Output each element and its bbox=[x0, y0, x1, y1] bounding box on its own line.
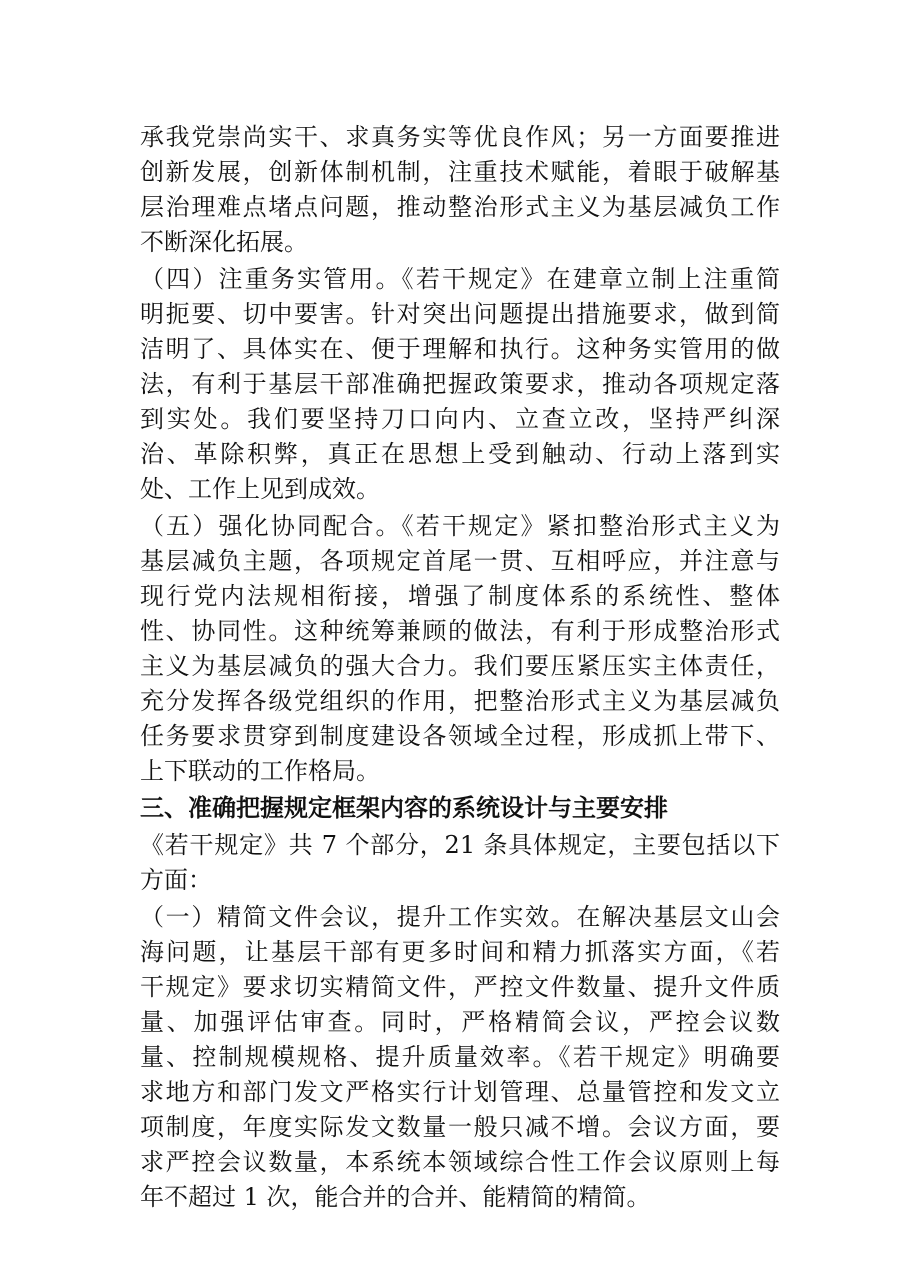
paragraph-section-1 bbox=[140, 900, 780, 1215]
text-line: 创新发展，创新体制机制，注重技术赋能，着眼于破解基 bbox=[140, 158, 780, 186]
text-line: 充分发挥各级党组织的作用，把整治形式主义为基层减负 bbox=[140, 687, 780, 715]
text-line: （四）注重务实管用。《若干规定》在建章立制上注重简 bbox=[140, 265, 780, 293]
text-line: 《若干规定》共 7 个部分，21 条具体规定，主要包括以下 bbox=[140, 831, 780, 859]
text-line: （一）精简文件会议，提升工作实效。在解决基层文山会 bbox=[140, 903, 780, 931]
text-line: 求严控会议数量，本系统本领域综合性工作会议原则上每 bbox=[140, 1148, 780, 1176]
text-line: 干规定》要求切实精简文件，严控文件数量、提升文件质 bbox=[140, 973, 780, 1001]
paragraph-section-5 bbox=[140, 509, 780, 789]
section-heading bbox=[140, 791, 780, 826]
text-line: 海问题，让基层干部有更多时间和精力抓落实方面，《若 bbox=[140, 938, 780, 966]
text-line: 求地方和部门发文严格实行计划管理、总量管控和发文立 bbox=[140, 1078, 780, 1106]
paragraph-intro bbox=[140, 828, 780, 898]
text-line: 基层减负主题，各项规定首尾一贯、互相呼应，并注意与 bbox=[140, 547, 780, 575]
text-line: 年不超过 1 次，能合并的合并、能精简的精简。 bbox=[140, 1183, 651, 1211]
text-line: 项制度，年度实际发文数量一般只减不增。会议方面，要 bbox=[140, 1113, 780, 1141]
heading-text: 三、准确把握规定框架内容的系统设计与主要安排 bbox=[140, 794, 668, 822]
text-line: 治、革除积弊，真正在思想上受到触动、行动上落到实 bbox=[140, 440, 780, 468]
text-line: （五）强化协同配合。《若干规定》紧扣整治形式主义为 bbox=[140, 512, 780, 540]
text-line: 方面： bbox=[140, 866, 212, 894]
text-line: 上下联动的工作格局。 bbox=[140, 757, 380, 785]
text-line: 明扼要、切中要害。针对突出问题提出措施要求，做到简 bbox=[140, 300, 780, 328]
text-line: 不断深化拓展。 bbox=[140, 228, 308, 256]
paragraph-section-4 bbox=[140, 262, 780, 507]
text-line: 法，有利于基层干部准确把握政策要求，推动各项规定落 bbox=[140, 370, 780, 398]
text-line: 承我党崇尚实干、求真务实等优良作风；另一方面要推进 bbox=[140, 123, 780, 151]
text-line: 性、协同性。这种统筹兼顾的做法，有利于形成整治形式 bbox=[140, 617, 780, 645]
text-line: 现行党内法规相衔接，增强了制度体系的系统性、整体 bbox=[140, 582, 780, 610]
text-line: 层治理难点堵点问题，推动整治形式主义为基层减负工作 bbox=[140, 193, 780, 221]
text-line: 主义为基层减负的强大合力。我们要压紧压实主体责任， bbox=[140, 652, 780, 680]
text-line: 量、控制规模规格、提升质量效率。《若干规定》明确要 bbox=[140, 1043, 780, 1071]
text-line: 处、工作上见到成效。 bbox=[140, 475, 380, 503]
paragraph-continuation bbox=[140, 120, 780, 260]
text-line: 任务要求贯穿到制度建设各领域全过程，形成抓上带下、 bbox=[140, 722, 780, 750]
text-line: 到实处。我们要坚持刀口向内、立查立改，坚持严纠深 bbox=[140, 405, 780, 433]
text-line: 洁明了、具体实在、便于理解和执行。这种务实管用的做 bbox=[140, 335, 780, 363]
text-line: 量、加强评估审查。同时，严格精简会议，严控会议数 bbox=[140, 1008, 780, 1036]
document-body bbox=[140, 120, 780, 1217]
